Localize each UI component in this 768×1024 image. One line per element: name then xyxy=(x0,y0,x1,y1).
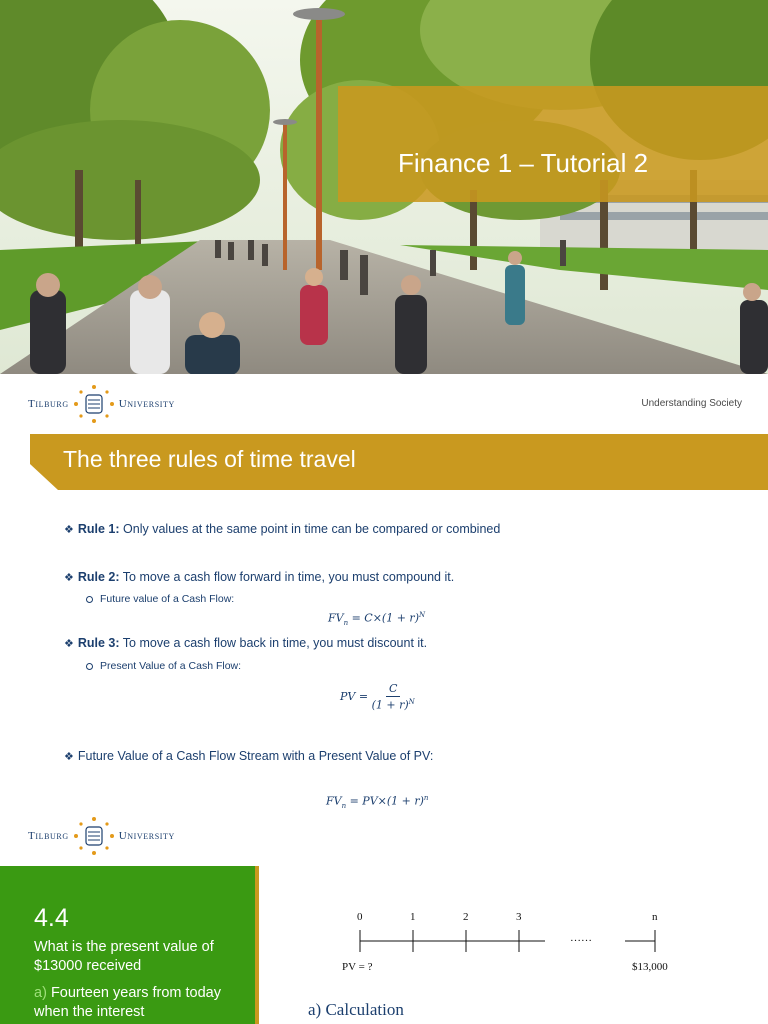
sub-text: Present Value of a Cash Flow: xyxy=(100,660,242,672)
formula-pv: PV = $\frac{C}{(1 + r)^N}$ xyxy=(340,682,415,712)
logo-word-left: Tilburg xyxy=(28,830,69,842)
rule-3-sub xyxy=(86,660,241,672)
rule-2 xyxy=(64,570,454,584)
diamond-bullet-icon: ❖ xyxy=(64,524,74,536)
title-slide xyxy=(0,0,768,434)
pv-label: PV = ? xyxy=(342,961,373,973)
slide-heading: The three rules of time travel xyxy=(63,446,356,472)
timeline-period-n: n xyxy=(652,911,658,923)
logo-word-left: Tilburg xyxy=(28,398,69,410)
timeline-period-2: 2 xyxy=(463,911,469,923)
tilburg-university-logo xyxy=(28,816,175,856)
rule-text: To move a cash flow back in time, you must discount it. xyxy=(119,636,428,650)
question-number: 4.4 xyxy=(34,904,69,932)
rule-3 xyxy=(64,636,427,650)
option-letter: a) xyxy=(34,985,47,1001)
calculation-heading: a) Calculation xyxy=(308,1000,404,1019)
presentation-title: Finance 1 – Tutorial 2 xyxy=(398,148,649,178)
rule-label: Rule 1: xyxy=(77,522,120,536)
tilburg-university-logo xyxy=(28,384,175,424)
circle-bullet-icon xyxy=(86,663,93,670)
timeline-period-0: 0 xyxy=(357,911,363,923)
rule-label: Rule 2: xyxy=(77,570,120,584)
rule-text: Only values at the same point in time can be compared or combined xyxy=(119,522,501,536)
logo-word-right: University xyxy=(118,398,175,410)
question-text: What is the present value of $13000 received xyxy=(34,939,214,974)
university-seal-icon xyxy=(71,816,117,856)
diamond-bullet-icon: ❖ xyxy=(64,572,74,584)
rule-1 xyxy=(64,522,500,536)
question-slide xyxy=(0,866,768,1024)
logo-word-right: University xyxy=(118,830,175,842)
timeline-period-1: 1 xyxy=(410,911,416,923)
circle-bullet-icon xyxy=(86,596,93,603)
timeline xyxy=(355,924,665,964)
stream-bullet xyxy=(64,749,433,763)
university-seal-icon xyxy=(71,384,117,424)
timeline-ellipsis: …… xyxy=(570,932,592,944)
title-band xyxy=(338,86,768,202)
option-text: Fourteen years from today when the interest xyxy=(34,985,221,1020)
formula-fv-stream: $FV_n = PV\times(1 + r)^n$ xyxy=(326,794,429,810)
sub-text: Future value of a Cash Flow: xyxy=(100,593,235,605)
timeline-period-3: 3 xyxy=(516,911,522,923)
rule-2-sub xyxy=(86,593,234,605)
diamond-bullet-icon: ❖ xyxy=(64,638,74,650)
panel-divider xyxy=(255,866,259,1024)
rule-text: To move a cash flow forward in time, you must compound it. xyxy=(119,570,455,584)
rule-label: Rule 3: xyxy=(77,636,120,650)
stream-text: Future Value of a Cash Flow Stream with a Present Value of PV: xyxy=(77,749,434,763)
amount-label: $13,000 xyxy=(632,961,668,973)
tagline: Understanding Society xyxy=(641,398,742,409)
rules-slide xyxy=(0,434,768,864)
formula-fv: $FV_n = C\times(1 + r)^N$ xyxy=(328,611,426,627)
question-option-a xyxy=(34,984,244,1022)
diamond-bullet-icon: ❖ xyxy=(64,751,74,763)
